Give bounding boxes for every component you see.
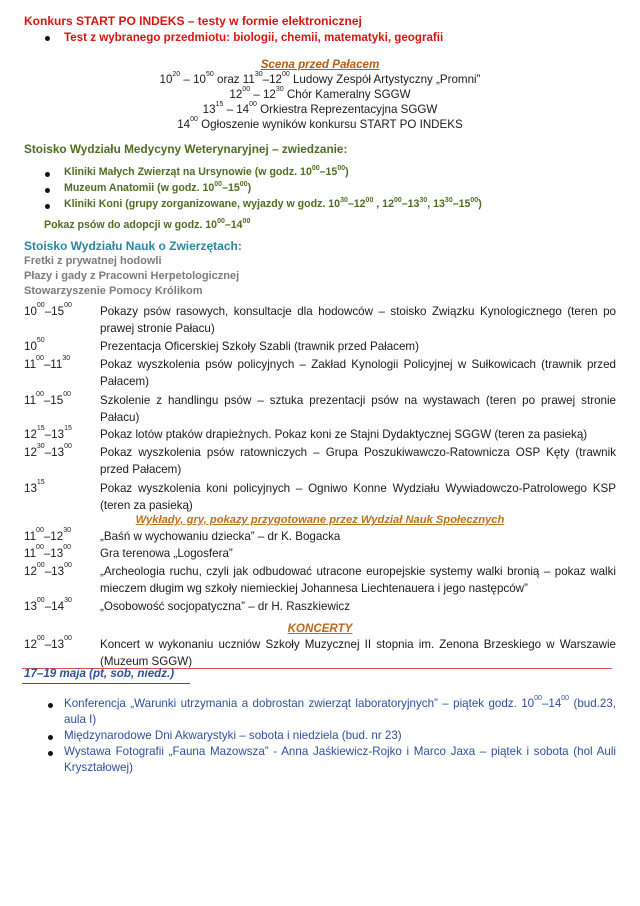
schedule-desc: Pokaz wyszkolenia koni policyjnych – Ogniwo Konne Wydziału Wywiadowczo-Patrolowego KSP (teren za pasieką)	[100, 482, 616, 512]
schedule-time: $12^{15}-13^{15}$	[24, 425, 72, 441]
bullet-icon	[45, 36, 50, 41]
lecture-time: $11^{00}-13^{00}$	[24, 544, 71, 560]
weekend-item-1: Konferencja „Warunki utrzymania a dobrostan zwierząt laboratoryjnych” – piątek godz. $10^{00}-14^{00}$ (bud.23, aula I)	[64, 695, 616, 726]
animal-stand-sub-3: Stowarzyszenie Pomocy Królikom	[24, 285, 203, 297]
schedule-time: $11^{00}-11^{30}$	[24, 355, 71, 371]
concerts-title: KONCERTY	[287, 622, 353, 635]
schedule-time: $10^{50}$	[24, 337, 45, 353]
weekend-title: 17–19 maja (pt, sob, niedz.)	[24, 667, 175, 680]
schedule-row	[24, 356, 616, 390]
adoption-show: Pokaz psów do adopcji w godz. $10^{00}-14^{00}$	[44, 218, 251, 231]
lecture-desc: Gra terenowa „Logosfera”	[100, 547, 233, 560]
schedule-desc: Pokaz wyszkolenia psów policyjnych – Zakład Kynologii Policyjnej w Sułkowicach (trawnik przed Pałacem)	[100, 358, 616, 388]
lecture-row	[24, 545, 616, 562]
lecture-desc: „Archeologia ruchu, czyli jak odbudować utracone europejskie systemy walki bronią – pokaz walki mieczem długim wg szkoły niemieckiej Johannesa Liechtenauera i jego następców”	[100, 565, 616, 595]
schedule-time: $12^{30}-13^{00}$	[24, 443, 72, 459]
bullet-icon	[45, 172, 50, 177]
lecture-row	[24, 598, 616, 615]
vet-item-1: Kliniki Małych Zwierząt na Ursynowie (w godz. $10^{00}-15^{00}$)	[64, 165, 349, 178]
contest-title: Konkurs START PO INDEKS – testy w formie elektronicznej	[24, 14, 362, 28]
bullet-icon	[45, 188, 50, 193]
animal-stand-sub-2: Płazy i gady z Pracowni Herpetologicznej	[24, 270, 240, 282]
schedule-time: $13^{15}$	[24, 479, 45, 495]
concert-time: $12^{00}-13^{00}$	[24, 635, 72, 651]
vet-item-3: Kliniki Koni (grupy zorganizowane, wyjazdy w godz. $10^{30}-12^{00}$ , $12^{00}-13^{30}$, $13^{30}-15^{00}$)	[64, 197, 482, 210]
stage-line-4: $14^{00}$ Ogłoszenie wyników konkursu START PO INDEKS	[177, 116, 463, 131]
lecture-row	[24, 528, 616, 545]
lecture-time: $11^{00}-12^{30}$	[24, 527, 71, 543]
lecture-time: $12^{00}-13^{00}$	[24, 562, 72, 578]
lecture-time: $13^{00}-14^{30}$	[24, 597, 72, 613]
schedule-row	[24, 392, 616, 426]
stage-line-3: $13^{15} - 14^{00}$ Orkiestra Reprezentacyjna SGGW	[202, 101, 438, 116]
schedule-desc: Prezentacja Oficerskiej Szkoły Szabli (trawnik przed Pałacem)	[100, 340, 419, 353]
animal-stand-sub-1: Fretki z prywatnej hodowli	[24, 255, 162, 267]
schedule-desc: Pokazy psów rasowych, konsultacje dla hodowców – stoisko Związku Kynologicznego (teren po prawej stronie Pałacu)	[100, 305, 616, 335]
schedule-desc: Pokaz lotów ptaków drapieżnych. Pokaz koni ze Stajni Dydaktycznej SGGW (teren za pasieką)	[100, 428, 588, 441]
schedule-desc: Szkolenie z handlingu psów – sztuka prezentacji psów na wystawach (teren po prawej stronie Pałacu)	[100, 394, 616, 424]
vet-item-2: Muzeum Anatomii (w godz. $10^{00}-15^{00}$)	[64, 181, 252, 194]
lecture-desc: „Osobowość socjopatyczna” – dr H. Raszkiewicz	[100, 600, 350, 613]
schedule-time: $11^{00}-15^{00}$	[24, 391, 71, 407]
lecture-row	[24, 563, 616, 597]
weekend-item-3: Wystawa Fotografii „Fauna Mazowsza” - Anna Jaśkiewicz-Rojko i Marco Jaxa – piątek i sobota (hol Auli Kryształowej)	[64, 745, 616, 774]
stage-line-2: $12^{00} - 12^{30}$ Chór Kameralny SGGW	[229, 86, 411, 101]
vet-stand-title: Stoisko Wydziału Medycyny Weterynaryjnej – zwiedzanie:	[24, 142, 348, 156]
contest-subitem: Test z wybranego przedmiotu: biologii, chemii, matematyki, geografii	[64, 31, 444, 44]
weekend-item-2: Międzynarodowe Dni Akwarystyki – sobota i niedziela (bud. nr 23)	[64, 729, 402, 742]
bullet-icon	[45, 204, 50, 209]
schedule-row	[24, 480, 616, 514]
concert-desc: Koncert w wykonaniu uczniów Szkoły Muzycznej II stopnia im. Zenona Brzeskiego w Warszawie (Muzeum SGGW)	[100, 638, 616, 668]
bullet-icon	[48, 735, 53, 740]
stage-title: Scena przed Pałacem	[260, 58, 380, 71]
schedule-row	[24, 444, 616, 478]
schedule-row	[24, 303, 616, 337]
schedule-row	[24, 426, 616, 443]
schedule-row	[24, 338, 616, 355]
lecture-desc: „Baśń w wychowaniu dziecka” – dr K. Bogacka	[100, 530, 341, 543]
bullet-icon	[48, 751, 53, 756]
bullet-icon	[48, 703, 53, 708]
concert-row	[24, 636, 616, 670]
animal-stand-title: Stoisko Wydziału Nauk o Zwierzętach:	[24, 239, 242, 253]
stage-line-1: $10^{20} - 10^{50}$ oraz $11^{30}-12^{00}$ Ludowy Zespół Artystyczny „Promni”	[159, 71, 481, 86]
schedule-time: $10^{00}-15^{00}$	[24, 302, 72, 318]
schedule-desc: Pokaz wyszkolenia psów ratowniczych – Grupa Poszukiwawczo-Ratownicza OSP Kęty (trawnik przed Pałacem)	[100, 446, 616, 476]
lectures-title: Wykłady, gry, pokazy przygotowane przez Wydział Nauk Społecznych	[135, 514, 505, 526]
weekend-title-underline	[22, 683, 190, 684]
